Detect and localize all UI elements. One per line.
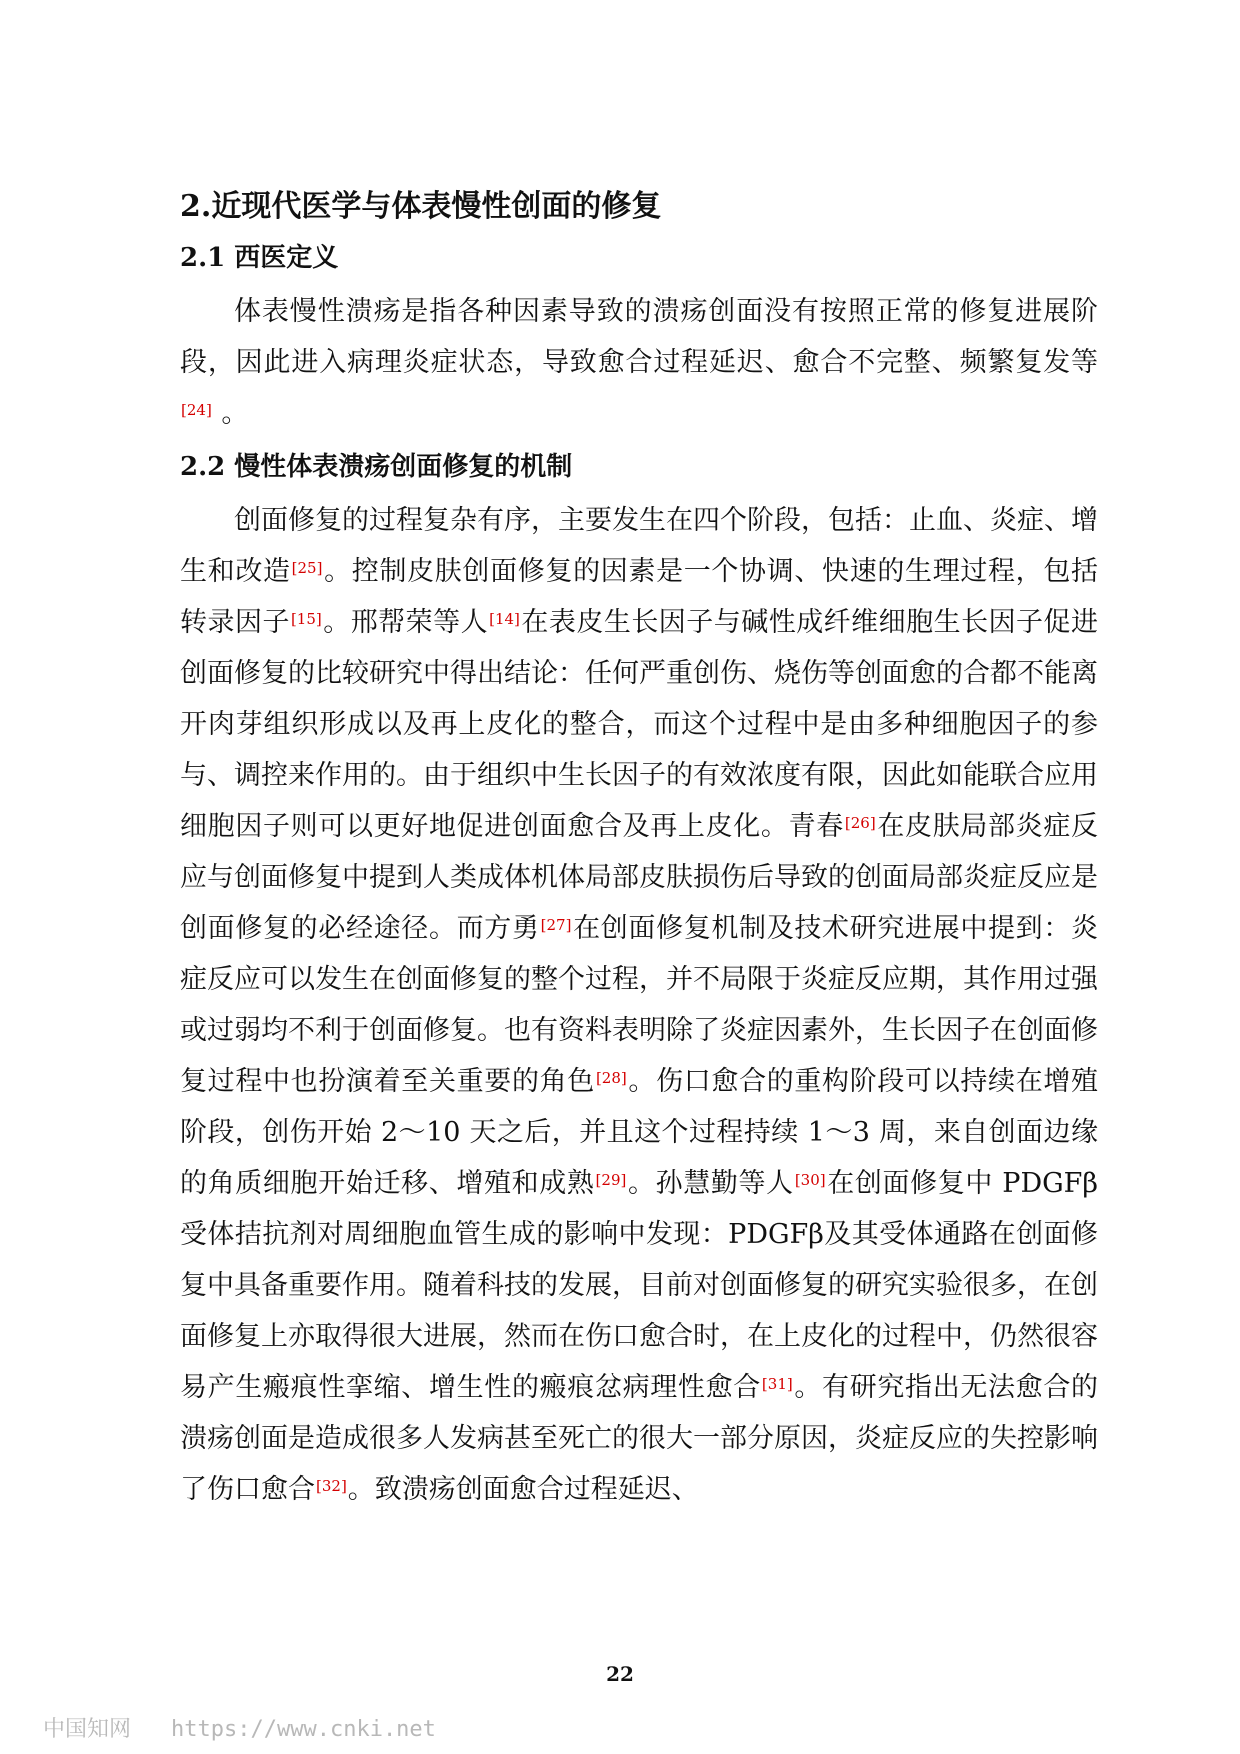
citation-ref[interactable]: [30]: [794, 1171, 826, 1189]
citation-ref[interactable]: [14]: [489, 610, 520, 628]
citation-ref[interactable]: [27]: [540, 916, 572, 934]
paragraph-text: 在皮肤局部炎症反应与创面修复中提到人类成体机体局部皮肤损伤后导致的创面局部炎症反应是创面修复的必经途径。而方勇: [180, 811, 1099, 944]
paragraph-text: 在表皮生长因子与碱性成纤维细胞生长因子促进创面修复的比较研究中得出结论：任何严重创伤、烧伤等创面愈的合都不能离开肉芽组织形成以及再上皮化的整合，而这个过程中是由多种细胞因子的参与、调控来作用的。由于组织中生长因子的有效浓度有限，因此如能联合应用细胞因子则可以更好地促进创面愈合及再上皮化。青春: [180, 607, 1099, 842]
subsection-heading-2-1: 2.1 西医定义: [180, 243, 339, 273]
paragraph-text: 。致溃疡创面愈合过程延迟、: [347, 1474, 699, 1505]
paragraph-text: 体表慢性溃疡是指各种因素导致的溃疡创面没有按照正常的修复进展阶段，因此进入病理炎症状态，导致愈合过程延迟、愈合不完整、频繁复发等: [180, 296, 1098, 378]
citation-ref[interactable]: [15]: [290, 610, 322, 628]
page-body: [180, 188, 1098, 1525]
citation-ref[interactable]: [25]: [291, 559, 323, 577]
citation-ref[interactable]: [32]: [316, 1477, 347, 1495]
section-heading: 2.近现代医学与体表慢性创面的修复: [180, 189, 662, 224]
paragraph-text: 。孙慧勤等人: [627, 1168, 794, 1199]
paragraph-definition: [180, 286, 1098, 439]
subsection-heading-2-2: 2.2 慢性体表溃疡创面修复的机制: [180, 452, 573, 482]
paragraph-text: 。: [212, 398, 249, 429]
citation-ref[interactable]: [24]: [181, 401, 212, 419]
paragraph-text: 。邢帮荣等人: [322, 607, 489, 638]
watermark-logo-text: 中国知网: [43, 1717, 132, 1742]
citation-ref[interactable]: [31]: [761, 1375, 793, 1393]
paragraph-text: 。控制皮肤创面修复的因素是一个协调、快速的生理过程，包括转录因子: [180, 556, 1099, 638]
watermark-url: https://www.cnki.net: [171, 1717, 436, 1742]
paragraph-text: 在创面修复机制及技术研究进展中提到：炎症反应可以发生在创面修复的整个过程，并不局限于炎症反应期，其作用过强或过弱均不利于创面修复。也有资料表明除了炎症因素外，生长因子在创面修复过程中也扮演着至关重要的角色: [180, 913, 1099, 1097]
citation-ref[interactable]: [29]: [595, 1171, 627, 1189]
citation-ref[interactable]: [28]: [595, 1069, 627, 1087]
paragraph-text: 创面修复的过程复杂有序，主要发生在四个阶段，包括：止血、炎症、增生和改造: [180, 505, 1098, 587]
page-number: 22: [606, 1662, 634, 1686]
paragraph-text: 。有研究指出无法愈合的溃疡创面是造成很多人发病甚至死亡的很大一部分原因，炎症反应的失控影响了伤口愈合: [180, 1372, 1099, 1505]
paragraph-text: 在创面修复中 PDGFβ受体拮抗剂对周细胞血管生成的影响中发现：PDGFβ及其受体通路在创面修复中具备重要作用。随着科技的发展，目前对创面修复的研究实验很多，在创面修复上亦取得很大进展，然而在伤口愈合时，在上皮化的过程中，仍然很容易产生瘢痕性挛缩、增生性的瘢痕忿病理性愈合: [180, 1168, 1099, 1403]
citation-ref[interactable]: [26]: [844, 814, 876, 832]
paragraph-mechanism: [180, 495, 1098, 1515]
paragraph-text: 。伤口愈合的重构阶段可以持续在增殖阶段，创伤开始 2～10 天之后，并且这个过程持续 1～3 周，来自创面边缘的角质细胞开始迁移、增殖和成熟: [180, 1066, 1099, 1199]
cnki-watermark: [43, 1712, 436, 1743]
